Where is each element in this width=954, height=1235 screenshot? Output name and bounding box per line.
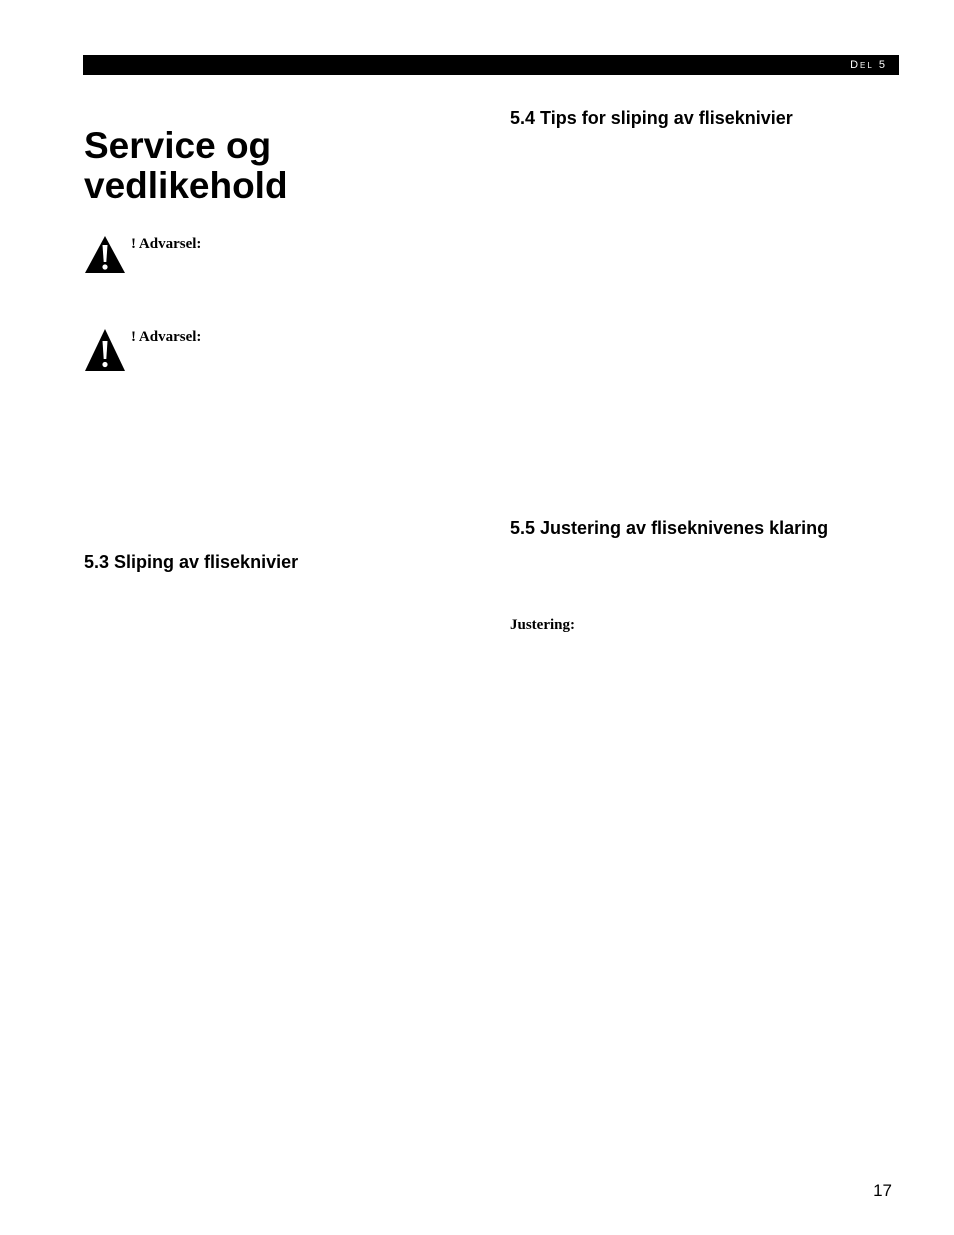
- warning-block: [84, 328, 384, 368]
- warning-triangle-icon: [84, 235, 126, 274]
- warning-block: [84, 235, 384, 275]
- page-number: 17: [873, 1181, 892, 1200]
- section-label-rest: EL: [860, 61, 874, 70]
- section-heading-5-3: 5.3 Sliping av fliseknivier: [84, 552, 299, 572]
- warning-label: ! Advarsel:: [131, 236, 202, 252]
- section-label-number: 5: [878, 59, 887, 71]
- section-heading-5-5: 5.5 Justering av fliseknivenes klaring: [510, 518, 829, 538]
- page-title: Service og vedlikehold: [84, 125, 288, 206]
- adjustment-subheading: Justering:: [510, 617, 575, 633]
- section-label-initial: D: [850, 59, 861, 71]
- section-heading-5-4: 5.4 Tips for sliping av fliseknivier: [510, 108, 793, 128]
- warning-triangle-icon: [84, 328, 126, 372]
- section-label: [850, 57, 887, 74]
- header-bar: [83, 55, 899, 75]
- warning-label: ! Advarsel:: [131, 329, 202, 345]
